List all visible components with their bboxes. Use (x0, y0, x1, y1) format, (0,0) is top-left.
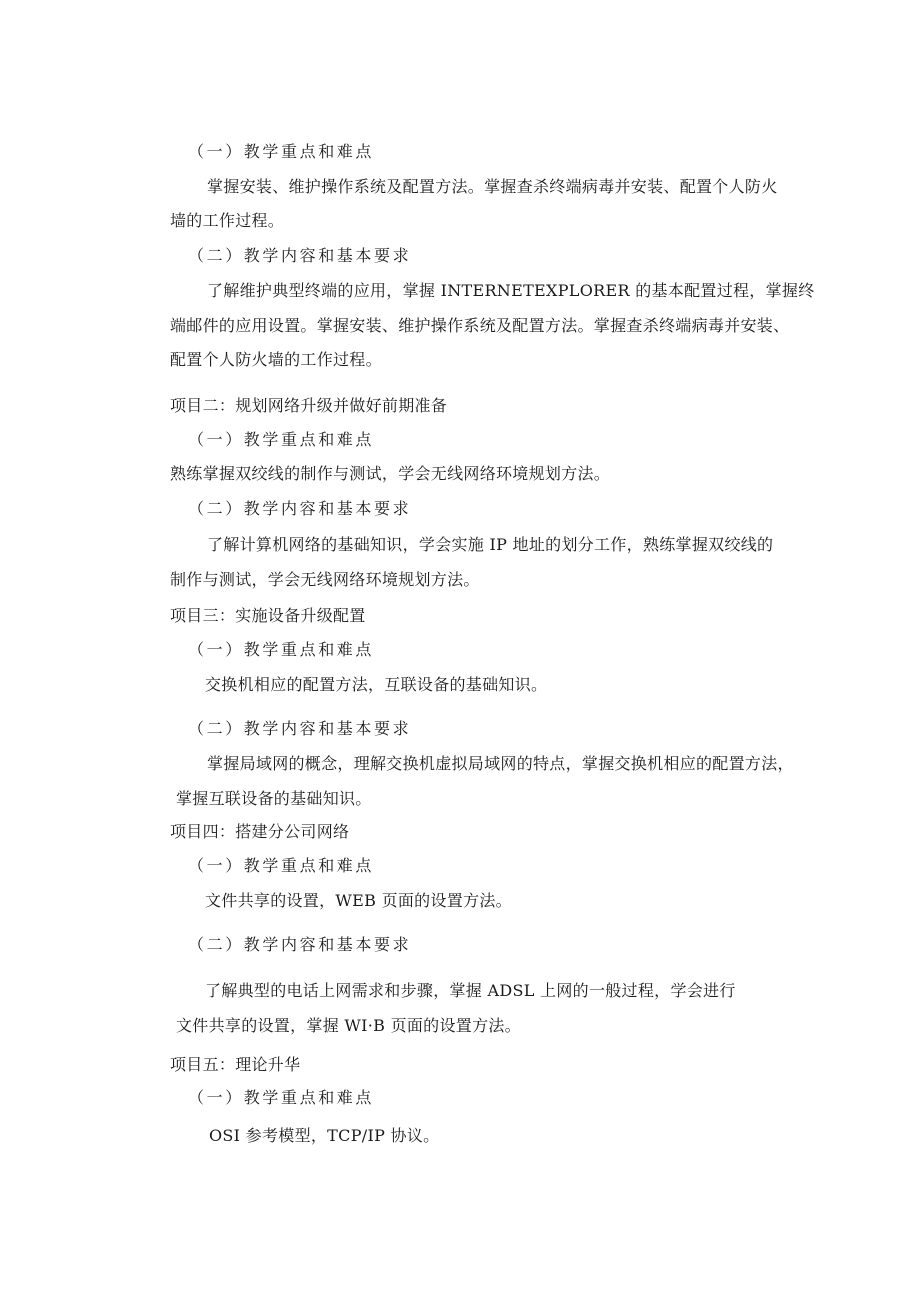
paragraph-line: 配置个人防火墙的工作过程。 (170, 350, 382, 369)
project-title-5: 项目五：理论升华 (170, 1055, 301, 1074)
paragraph-line: 文件共享的设置，掌握 WI·B 页面的设置方法。 (176, 1016, 521, 1035)
paragraph-line: 端邮件的应用设置。掌握安装、维护操作系统及配置方法。掌握查杀终端病毒并安装、 (170, 316, 790, 335)
section-heading-key-points: （一）教学重点和难点 (188, 430, 375, 449)
section-heading-content-requirements: （二）教学内容和基本要求 (188, 499, 412, 518)
section-heading-key-points: （一）教学重点和难点 (188, 1088, 375, 1107)
paragraph-line: 掌握局域网的概念，理解交换机虚拟局域网的特点，掌握交换机相应的配置方法， (207, 754, 794, 773)
section-heading-key-points: （一）教学重点和难点 (188, 142, 375, 161)
paragraph-line: 墙的工作过程。 (170, 211, 285, 230)
project-title-3: 项目三：实施设备升级配置 (170, 606, 366, 625)
section-heading-key-points: （一）教学重点和难点 (188, 856, 375, 875)
section-heading-content-requirements: （二）教学内容和基本要求 (188, 246, 412, 265)
paragraph-line: 文件共享的设置，WEB 页面的设置方法。 (205, 891, 512, 910)
section-heading-content-requirements: （二）教学内容和基本要求 (188, 719, 412, 738)
paragraph-line: 制作与测试，学会无线网络环境规划方法。 (170, 570, 480, 589)
paragraph-line: OSI 参考模型，TCP/IP 协议。 (209, 1126, 440, 1145)
project-title-2: 项目二：规划网络升级并做好前期准备 (170, 396, 448, 415)
section-heading-content-requirements: （二）教学内容和基本要求 (188, 935, 412, 954)
paragraph-line: 交换机相应的配置方法，互联设备的基础知识。 (205, 675, 548, 694)
paragraph-line: 了解计算机网络的基础知识，学会实施 IP 地址的划分工作，熟练掌握双绞线的 (207, 535, 774, 554)
paragraph-line: 掌握互联设备的基础知识。 (176, 789, 372, 808)
section-heading-key-points: （一）教学重点和难点 (188, 640, 375, 659)
paragraph-line: 了解典型的电话上网需求和步骤，掌握 ADSL 上网的一般过程，学会进行 (205, 981, 736, 1000)
paragraph-line: 掌握安装、维护操作系统及配置方法。掌握查杀终端病毒并安装、配置个人防火 (207, 177, 778, 196)
project-title-4: 项目四：搭建分公司网络 (170, 822, 350, 841)
paragraph-line: 了解维护典型终端的应用，掌握 INTERNETEXPLORER 的基本配置过程，掌握终 (207, 281, 815, 300)
paragraph-line: 熟练掌握双绞线的制作与测试，学会无线网络环境规划方法。 (170, 464, 611, 483)
